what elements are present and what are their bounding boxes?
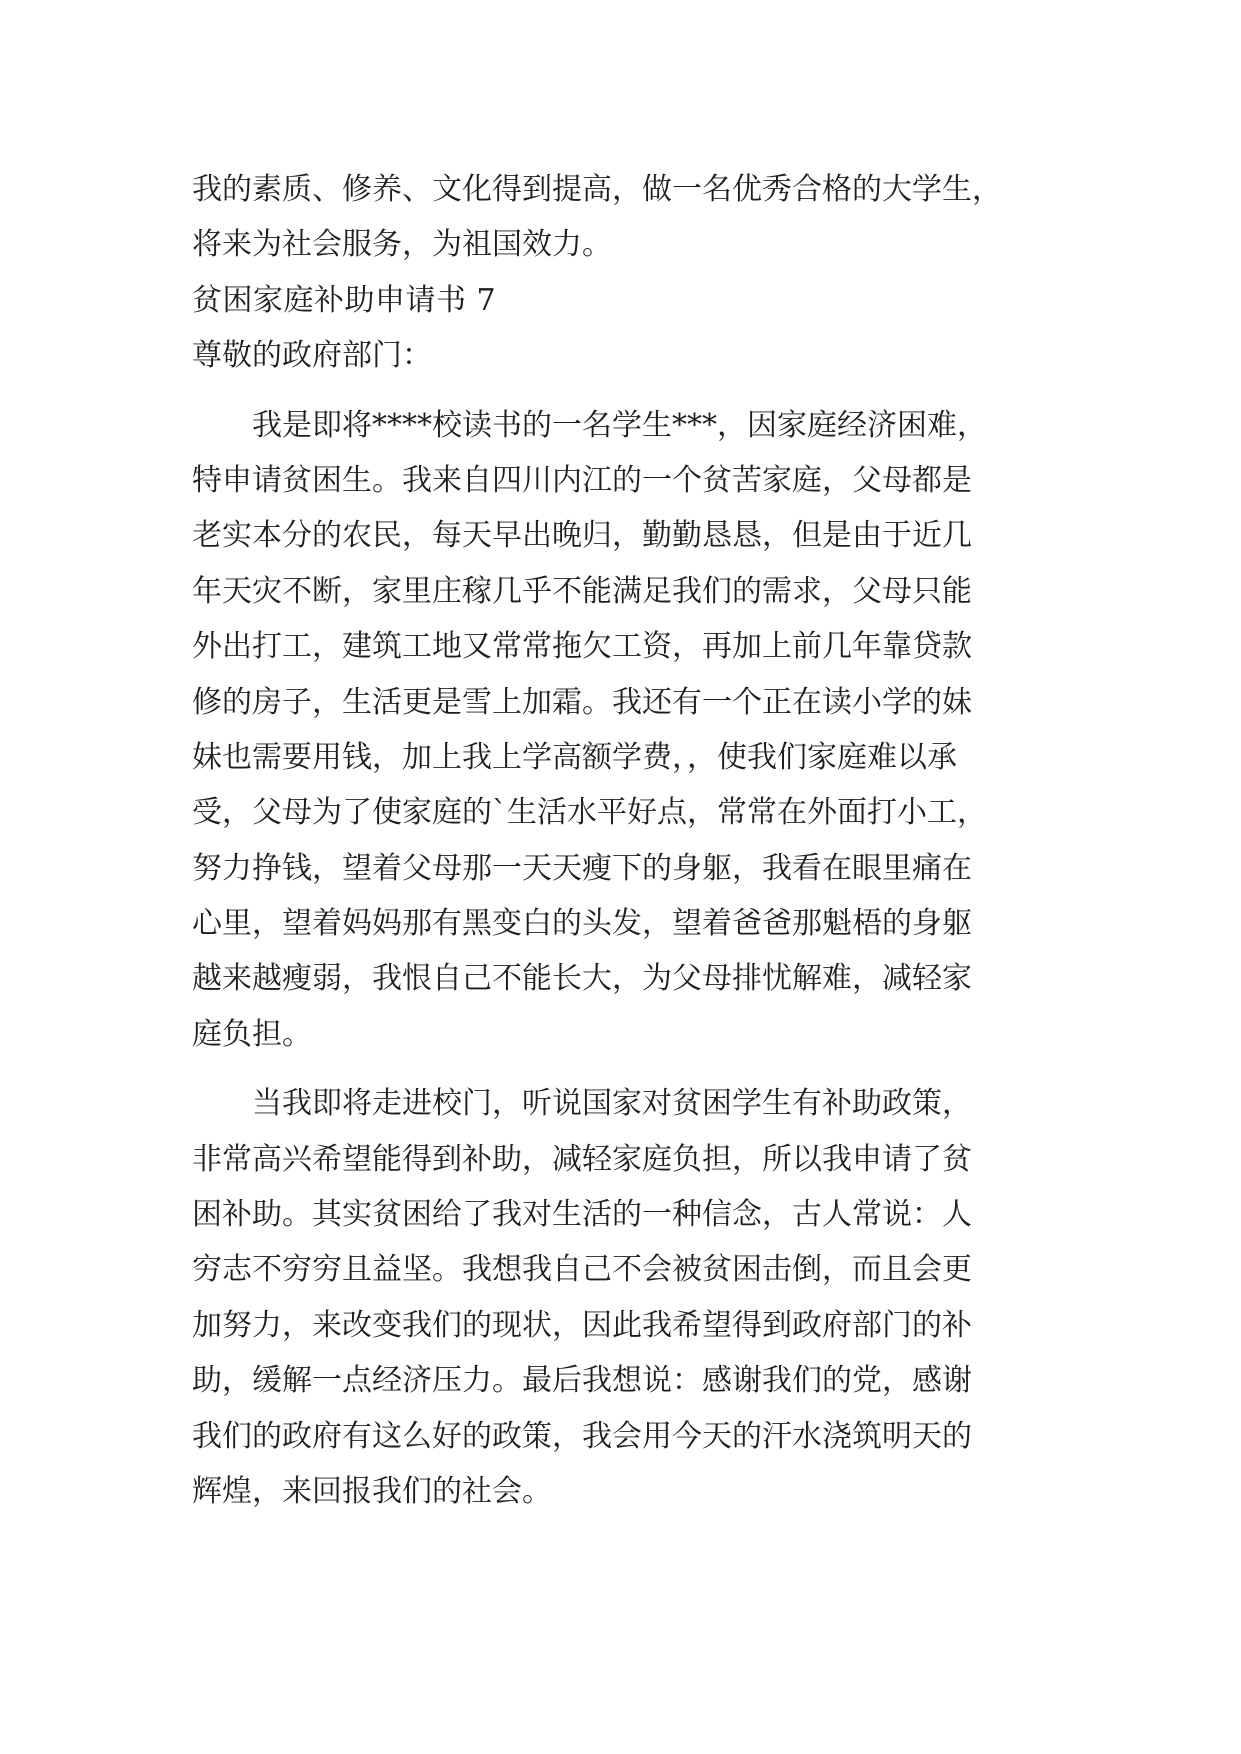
paragraph-line: 受，父母为了使家庭的`生活水平好点，常常在外面打小工， [192, 795, 987, 831]
salutation: 尊敬的政府部门： [192, 338, 432, 374]
paragraph-line: 修的房子，生活更是雪上加霜。我还有一个正在读小学的妹 [192, 684, 972, 720]
paragraph-line: 妹也需要用钱，加上我上学高额学费，，使我们家庭难以承 [192, 739, 957, 775]
paragraph-line: 努力挣钱，望着父母那一天天瘦下的身躯，我看在眼里痛在 [192, 850, 972, 886]
paragraph-1 [192, 398, 1077, 1063]
paragraph-line: 庭负担。 [192, 1016, 312, 1052]
paragraph-line: 年天灾不断，家里庄稼几乎不能满足我们的需求，父母只能 [192, 573, 972, 609]
document-body [192, 162, 1077, 1519]
paragraph-line: 我们的政府有这么好的政策，我会用今天的汗水浇筑明天的 [192, 1418, 972, 1454]
paragraph-line: 非常高兴希望能得到补助，减轻家庭负担，所以我申请了贫 [192, 1141, 972, 1177]
section-title: 贫困家庭补助申请书 7 [192, 282, 497, 318]
paragraph-line: 心里，望着妈妈那有黑变白的头发，望着爸爸那魁梧的身躯 [192, 906, 972, 942]
paragraph-line: 我是即将****校读书的一名学生***，因家庭经济困难， [192, 407, 987, 443]
paragraph-line: 老实本分的农民，每天早出晚归，勤勤恳恳，但是由于近几 [192, 518, 972, 554]
paragraph-line: 辉煌，来回报我们的社会。 [192, 1473, 552, 1509]
paragraph-line: 穷志不穷穷且益坚。我想我自己不会被贫困击倒，而且会更 [192, 1252, 972, 1288]
intro-line: 将来为社会服务，为祖国效力。 [192, 227, 612, 263]
intro-line: 我的素质、修养、文化得到提高，做一名优秀合格的大学生， [192, 172, 1002, 207]
paragraph-line: 困补助。其实贫困给了我对生活的一种信念，古人常说：人 [192, 1197, 972, 1233]
paragraph-line: 加努力，来改变我们的现状，因此我希望得到政府部门的补 [192, 1307, 972, 1343]
paragraph-spacer [192, 1062, 1077, 1076]
paragraph-line: 越来越瘦弱，我恨自己不能长大，为父母排忧解难，减轻家 [192, 961, 972, 997]
paragraph-line: 外出打工，建筑工地又常常拖欠工资，再加上前几年靠贷款 [192, 629, 972, 665]
intro-paragraph [192, 162, 1077, 273]
paragraph-line: 特申请贫困生。我来自四川内江的一个贫苦家庭，父母都是 [192, 462, 972, 498]
paragraph-line: 当我即将走进校门，听说国家对贫困学生有补助政策， [192, 1086, 972, 1122]
paragraph-line: 助，缓解一点经济压力。最后我想说：感谢我们的党，感谢 [192, 1363, 972, 1399]
paragraph-2 [192, 1076, 1077, 1519]
paragraph-spacer [192, 384, 1077, 398]
